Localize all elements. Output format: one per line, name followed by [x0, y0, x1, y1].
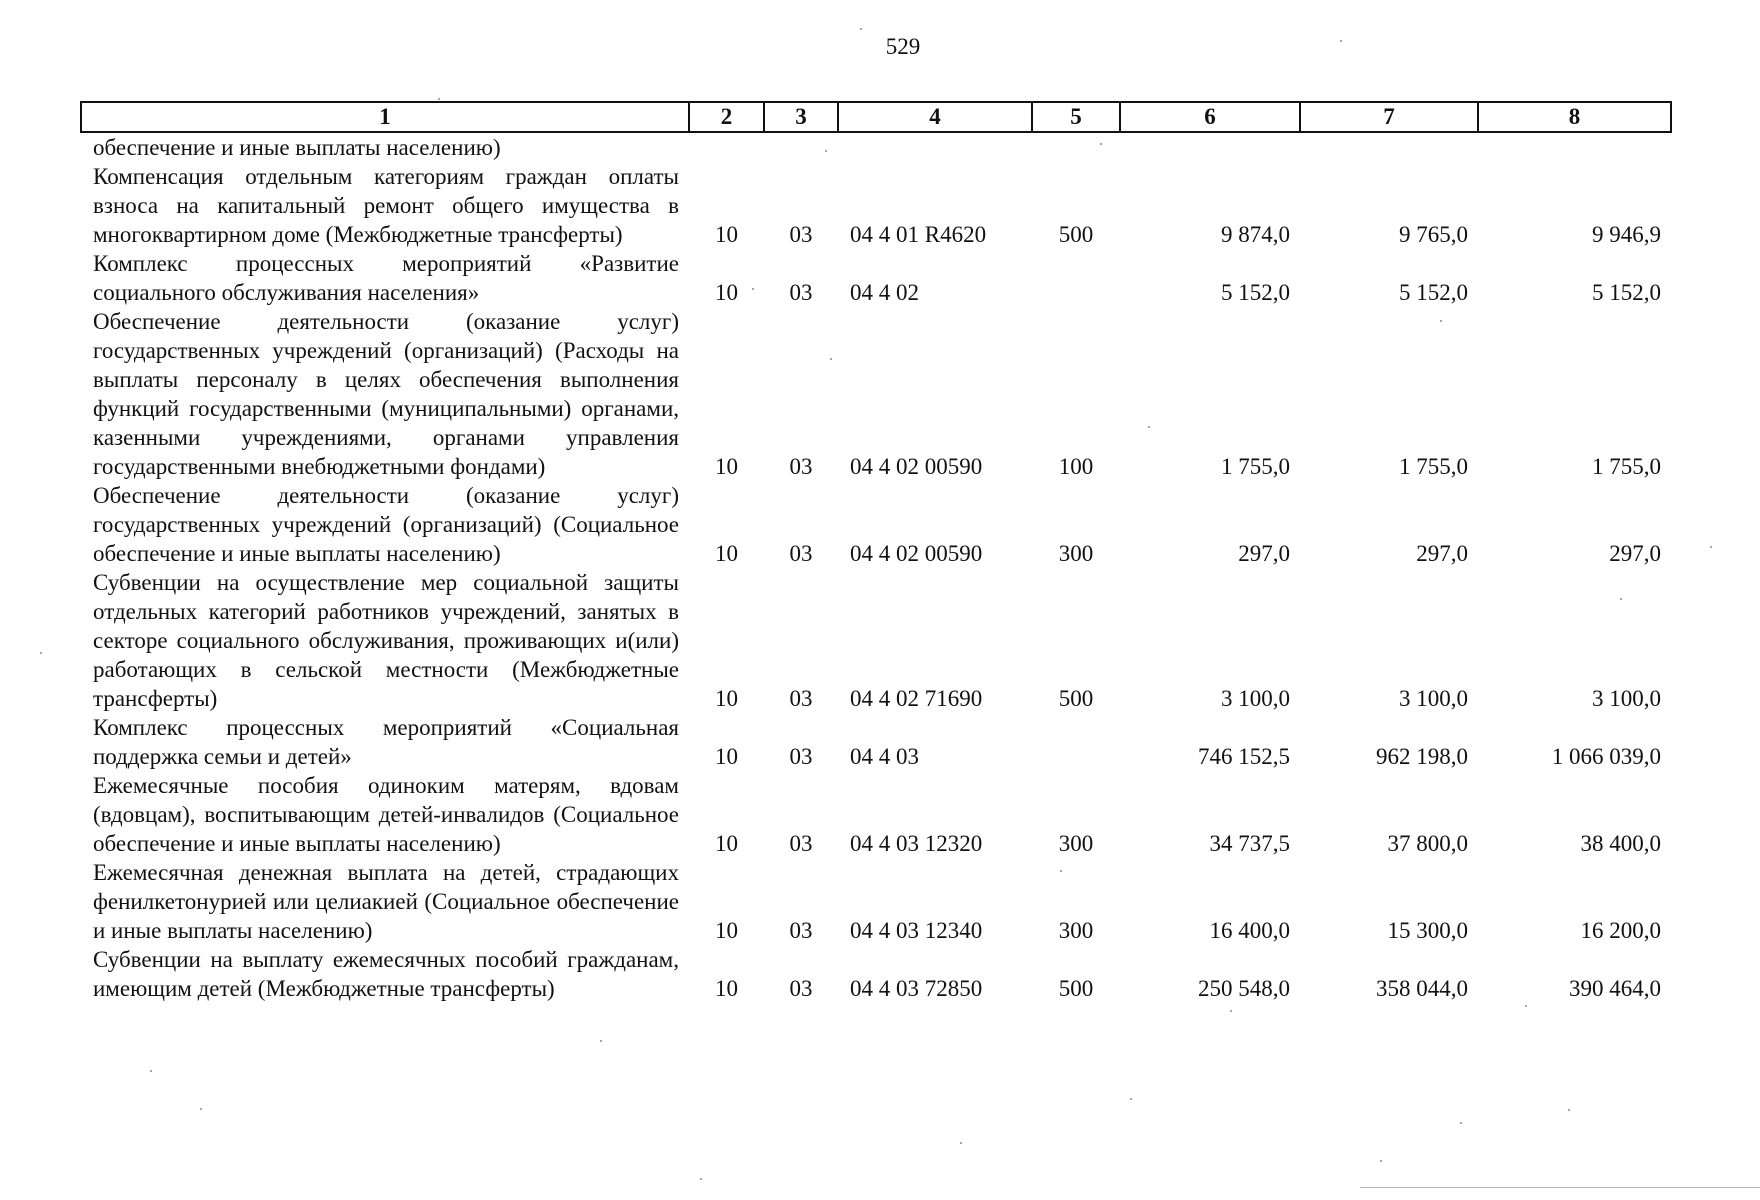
row-description: Комплекс процессных мероприятий «Социальная поддержка семьи и детей»	[93, 715, 679, 769]
subsection-code: 03	[789, 976, 813, 1001]
amount-col-8: 9 946,9	[1592, 222, 1661, 247]
page-number: 529	[885, 34, 921, 59]
expense-type-code: 500	[1058, 976, 1094, 1001]
scan-speck	[1620, 598, 1622, 600]
expense-type-code: 500	[1058, 686, 1094, 711]
amount-col-7: 5 152,0	[1399, 280, 1468, 305]
section-code: 10	[715, 831, 738, 856]
target-article-code: 04 4 02 00590	[850, 454, 983, 479]
row-description: Комплекс процессных мероприятий «Развитие социального обслуживания населения»	[93, 251, 679, 305]
amount-col-8: 297,0	[1609, 541, 1661, 566]
column-header: 6	[1120, 102, 1300, 132]
scan-speck	[1230, 1010, 1232, 1012]
scan-speck	[860, 28, 862, 30]
section-code: 10	[715, 976, 738, 1001]
amount-col-8: 1 066 039,0	[1551, 744, 1661, 769]
budget-table	[80, 101, 1672, 1003]
row-description: Ежемесячная денежная выплата на детей, страдающих фенилкетонурией или целиакией (Социальное обеспечение и иные выплаты населению)	[93, 860, 679, 943]
expense-type-code	[1032, 132, 1120, 162]
scan-speck	[1380, 1160, 1382, 1162]
scan-speck	[1568, 1109, 1570, 1111]
expense-type-code: 300	[1058, 918, 1094, 943]
target-article-code: 04 4 03 12320	[850, 831, 983, 856]
amount-col-7: 37 800,0	[1387, 831, 1468, 856]
scan-edge-line	[1360, 1187, 1760, 1188]
table-row	[81, 481, 1671, 568]
amount-col-7: 3 100,0	[1399, 686, 1468, 711]
amount-col-8: 5 152,0	[1592, 280, 1661, 305]
expense-type-code: 300	[1058, 831, 1094, 856]
scan-speck	[1148, 426, 1150, 428]
row-description: Обеспечение деятельности (оказание услуг) государственных учреждений (организаций) (Социальное обеспечение и иные выплаты населению)	[93, 483, 679, 566]
table-row	[81, 568, 1671, 713]
section-code: 10	[715, 541, 738, 566]
section-code: 10	[715, 280, 738, 305]
column-header: 3	[764, 102, 838, 132]
expense-type-code: 300	[1058, 541, 1094, 566]
table-row	[81, 771, 1671, 858]
amount-col-8: 3 100,0	[1592, 686, 1661, 711]
column-header: 8	[1478, 102, 1671, 132]
row-description: Ежемесячные пособия одиноким матерям, вдовам (вдовцам), воспитывающим детей-инвалидов (Социальное обеспечение и иные выплаты населению)	[93, 773, 679, 856]
table-row	[81, 713, 1671, 771]
subsection-code: 03	[789, 831, 813, 856]
amount-col-6	[1120, 132, 1300, 162]
table-row	[81, 162, 1671, 249]
amount-col-7	[1300, 132, 1478, 162]
table-body	[81, 132, 1671, 1003]
subsection-code	[764, 132, 838, 162]
expense-type-code: 500	[1058, 222, 1094, 247]
scan-speck	[438, 98, 440, 100]
scan-speck	[1525, 1005, 1527, 1007]
subsection-code: 03	[789, 918, 813, 943]
scan-speck	[752, 288, 754, 290]
amount-col-8	[1478, 132, 1671, 162]
subsection-code: 03	[789, 222, 813, 247]
subsection-code: 03	[789, 686, 813, 711]
target-article-code: 04 4 02	[850, 280, 919, 305]
column-header: 5	[1032, 102, 1120, 132]
expense-type-code	[1032, 713, 1120, 771]
amount-col-6: 3 100,0	[1221, 686, 1290, 711]
target-article-code: 04 4 03	[850, 744, 919, 769]
target-article-code: 04 4 02 71690	[850, 686, 983, 711]
scan-speck	[40, 652, 42, 654]
table-row	[81, 945, 1671, 1003]
table-row	[81, 307, 1671, 481]
scan-speck	[1460, 1122, 1462, 1124]
amount-col-6: 1 755,0	[1221, 454, 1290, 479]
target-article-code: 04 4 01 R4620	[850, 222, 987, 247]
subsection-code: 03	[789, 280, 813, 305]
scan-speck	[830, 358, 832, 360]
amount-col-6: 16 400,0	[1209, 918, 1290, 943]
amount-col-6: 9 874,0	[1221, 222, 1290, 247]
row-description: Субвенции на осуществление мер социальной защиты отдельных категорий работников учреждений, занятых в секторе социального обслуживания, проживающих и(или) работающих в сельской местности (Межбюджетные трансферты)	[93, 570, 679, 711]
amount-col-7: 962 198,0	[1376, 744, 1468, 769]
row-description: Субвенции на выплату ежемесячных пособий гражданам, имеющим детей (Межбюджетные трансферты)	[93, 947, 679, 1001]
row-description: Обеспечение деятельности (оказание услуг) государственных учреждений (организаций) (Расходы на выплаты персоналу в целях обеспечения выполнения функций государственными (муниципальными) органами, казенными учреждениями, органами управления государственными внебюджетными фондами)	[93, 309, 679, 479]
scan-speck	[600, 1040, 602, 1042]
scan-speck	[825, 150, 827, 152]
amount-col-8: 390 464,0	[1569, 976, 1661, 1001]
section-code: 10	[715, 744, 738, 769]
amount-col-6: 250 548,0	[1198, 976, 1290, 1001]
scan-speck	[1440, 320, 1442, 322]
amount-col-7: 1 755,0	[1399, 454, 1468, 479]
scan-speck	[1130, 1098, 1132, 1100]
section-code	[689, 132, 764, 162]
scan-speck	[1710, 546, 1712, 548]
expense-type-code: 100	[1058, 454, 1094, 479]
scan-speck	[1060, 870, 1062, 872]
table-row	[81, 249, 1671, 307]
row-description: Компенсация отдельным категориям граждан оплаты взноса на капитальный ремонт общего имущества в многоквартирном доме (Межбюджетные трансферты)	[93, 164, 679, 247]
amount-col-7: 358 044,0	[1376, 976, 1468, 1001]
amount-col-8: 38 400,0	[1580, 831, 1661, 856]
amount-col-8: 16 200,0	[1580, 918, 1661, 943]
scan-speck	[700, 1178, 702, 1180]
table-header-row	[81, 102, 1671, 132]
target-article-code	[838, 132, 1032, 162]
amount-col-6: 5 152,0	[1221, 280, 1290, 305]
amount-col-7: 15 300,0	[1387, 918, 1468, 943]
target-article-code: 04 4 03 12340	[850, 918, 983, 943]
amount-col-8: 1 755,0	[1592, 454, 1661, 479]
column-header: 2	[689, 102, 764, 132]
scan-speck	[1340, 40, 1342, 42]
amount-col-6: 297,0	[1238, 541, 1290, 566]
scan-speck	[960, 1142, 962, 1144]
table-row	[81, 132, 1671, 162]
row-description: обеспечение и иные выплаты населению)	[93, 135, 501, 160]
section-code: 10	[715, 454, 738, 479]
section-code: 10	[715, 918, 738, 943]
expense-type-code	[1032, 249, 1120, 307]
amount-col-6: 34 737,5	[1209, 831, 1290, 856]
section-code: 10	[715, 686, 738, 711]
scan-speck	[1100, 143, 1102, 145]
target-article-code: 04 4 02 00590	[850, 541, 983, 566]
subsection-code: 03	[789, 541, 813, 566]
table-row	[81, 858, 1671, 945]
column-header: 4	[838, 102, 1032, 132]
subsection-code: 03	[789, 454, 813, 479]
column-header: 1	[81, 102, 689, 132]
column-header: 7	[1300, 102, 1478, 132]
scan-speck	[200, 1108, 202, 1110]
amount-col-7: 297,0	[1416, 541, 1468, 566]
amount-col-7: 9 765,0	[1399, 222, 1468, 247]
target-article-code: 04 4 03 72850	[850, 976, 983, 1001]
amount-col-6: 746 152,5	[1198, 744, 1290, 769]
scan-speck	[150, 1070, 152, 1072]
section-code: 10	[715, 222, 738, 247]
subsection-code: 03	[789, 744, 813, 769]
